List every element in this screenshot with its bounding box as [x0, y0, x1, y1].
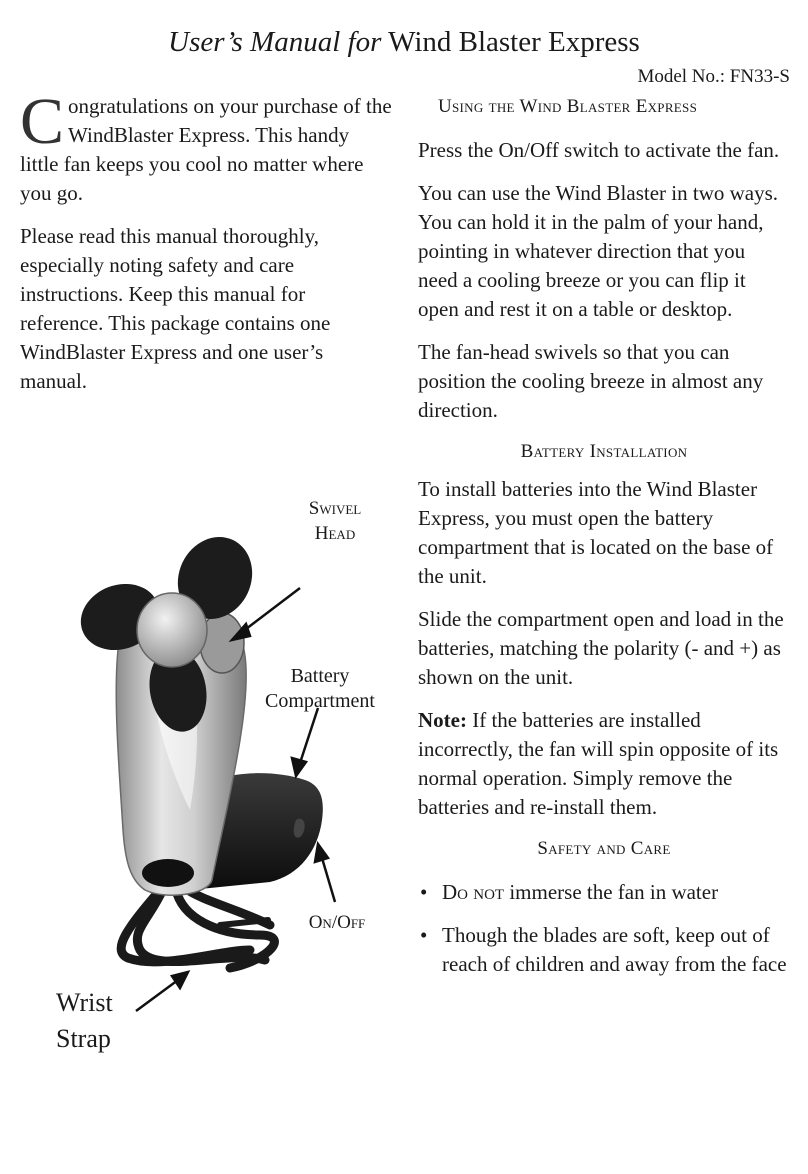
note-text: If the batteries are installed incorrectly, the fan will spin opposite of its normal operation. Simply remove the batteries and re-install them.: [418, 708, 779, 819]
battery-paragraph-1: To install batteries into the Wind Blaster Express, you must open the battery compartment that is located on the base of the unit.: [418, 477, 774, 588]
swivel-head-label-line1: Swivel: [308, 498, 362, 519]
intro-paragraph-1-text: ongratulations on your purchase of the WindBlaster Express. This handy little fan keeps you cool no matter where you go.: [20, 94, 392, 205]
swivel-head-arrow: [242, 588, 300, 632]
title-italic: User’s Manual for: [168, 26, 382, 58]
on-off-arrowhead: [315, 844, 328, 862]
product-figure: [0, 480, 410, 1080]
safety-item-2-text: Though the blades are soft, keep out of reach of children and away from the face: [442, 923, 787, 976]
battery-label-line2: Compartment: [265, 690, 375, 712]
intro-paragraph-2: Please read this manual thoroughly, especially noting safety and care instructions. Keep this manual for reference. This package contains one WindBlaster Express and one user’s manual.: [20, 224, 331, 393]
using-paragraph-3: The fan-head swivels so that you can position the cooling breeze in almost any direction.: [418, 340, 764, 422]
wrist-label-line2: Strap: [56, 1024, 111, 1053]
on-off-arrow: [322, 858, 335, 902]
page-title: [0, 28, 808, 57]
battery-paragraph-2: Slide the compartment open and load in the batteries, matching the polarity (- and +) as shown on the unit.: [418, 607, 784, 689]
battery-arrowhead: [292, 758, 306, 776]
safety-item-2: [418, 921, 790, 979]
using-paragraph-1: Press the On/Off switch to activate the fan.: [418, 138, 780, 162]
wrist-label-line1: Wrist: [56, 988, 113, 1017]
using-paragraph-2: You can use the Wind Blaster in two ways. You can hold it in the palm of your hand, pointing in whatever direction that you need a cooling breeze or you can flip it open and rest it on a table or desktop.: [418, 181, 779, 321]
left-column: [20, 85, 392, 410]
bullet-1: •: [420, 880, 428, 904]
right-column: [418, 92, 790, 993]
section-heading-battery: Battery Installation: [520, 441, 688, 462]
note-label: Note:: [418, 708, 467, 732]
battery-note: [418, 706, 790, 822]
battery-label-line1: Battery: [290, 665, 350, 687]
wrist-strap: [121, 885, 274, 968]
section-heading-using: Using the Wind Blaster Express: [438, 96, 698, 117]
swivel-head-label: [285, 496, 385, 546]
model-number: Model No.: FN33-S: [637, 66, 790, 87]
safety-list: [418, 878, 790, 979]
title-product: Wind Blaster Express: [388, 26, 640, 58]
on-off-label: On/Off: [308, 912, 366, 933]
swivel-head-label-line2: Head: [314, 523, 356, 544]
battery-arrow: [300, 708, 318, 763]
bullet-2: •: [420, 923, 428, 947]
safety-item-1-lead: Do not: [442, 880, 505, 904]
fan-hub: [137, 593, 207, 667]
wrist-strap-label: [56, 985, 156, 1057]
drop-cap: C: [20, 85, 65, 158]
intro-paragraph-1: [20, 85, 392, 208]
battery-compartment-label: [250, 664, 390, 714]
safety-item-1: [418, 878, 790, 907]
wrist-strap-arrowhead: [172, 972, 188, 988]
safety-item-1-text: immerse the fan in water: [504, 880, 719, 904]
section-heading-safety: Safety and Care: [537, 838, 671, 859]
strap-loop: [142, 859, 194, 887]
